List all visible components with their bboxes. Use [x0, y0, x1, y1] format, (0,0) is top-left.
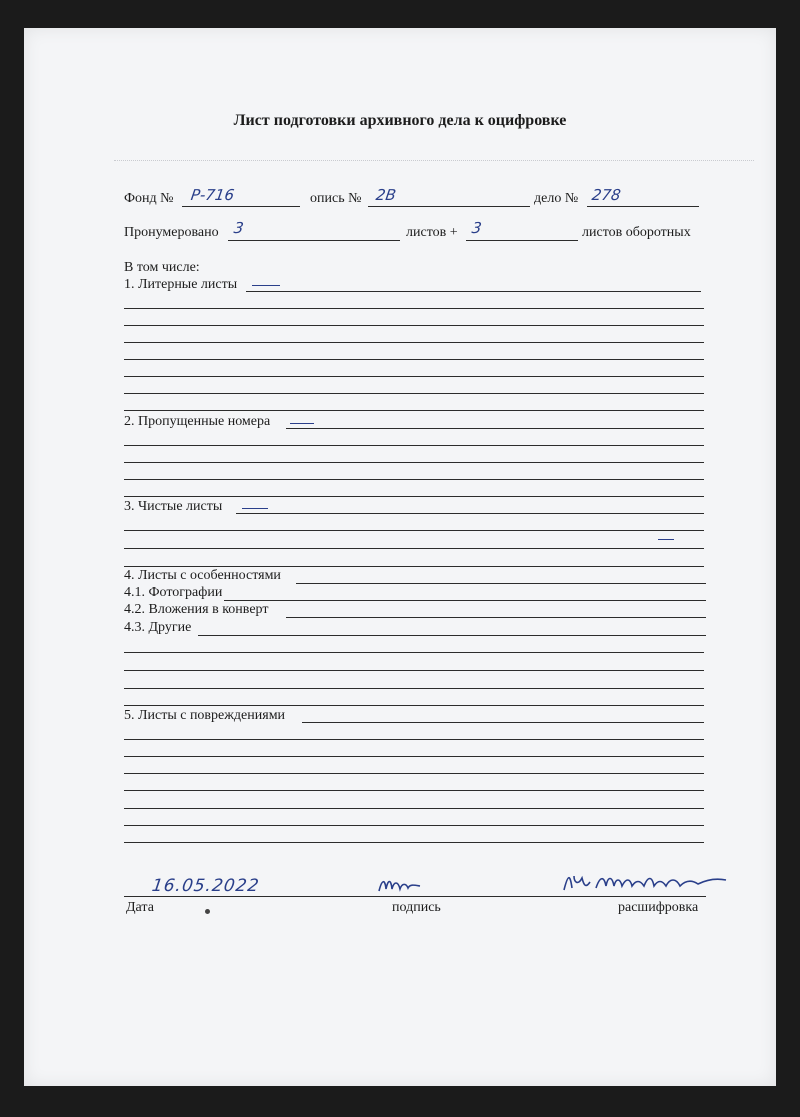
- section-2-dash-mark: [290, 423, 314, 424]
- fond-label: Фонд №: [124, 191, 174, 206]
- section-1-line: [124, 376, 704, 377]
- section-5-line: [124, 790, 704, 791]
- section-4-line: [296, 583, 706, 584]
- section-1-line: [124, 359, 704, 360]
- opis-value: 2В: [374, 186, 398, 204]
- section-5-line: [124, 756, 704, 757]
- signature-label: подпись: [392, 900, 441, 915]
- opis-label: опись №: [310, 191, 362, 206]
- section-3-label: 3. Чистые листы: [124, 499, 223, 514]
- date-value: 16.05.2022: [150, 876, 261, 896]
- section-4-1-line: [224, 600, 706, 601]
- section-2-line: [124, 462, 704, 463]
- section-4-3-line: [124, 670, 704, 671]
- scan-dot: [205, 909, 210, 914]
- section-5-line: [124, 842, 704, 843]
- oborot-field-line: [466, 240, 578, 241]
- section-1-line: [124, 325, 704, 326]
- oborot-label: листов оборотных: [582, 225, 691, 240]
- section-3-line: [236, 513, 704, 514]
- signature-row-line: [124, 896, 706, 897]
- section-5-line: [124, 739, 704, 740]
- delo-value: 278: [590, 186, 622, 204]
- archive-form-page: [24, 28, 776, 1086]
- section-5-label: 5. Листы с повреждениями: [124, 708, 286, 723]
- pronum-label: Пронумеровано: [124, 225, 219, 240]
- decode-label: расшифровка: [618, 900, 699, 915]
- section-4-3-line: [198, 635, 706, 636]
- fond-value: Р-716: [189, 186, 236, 204]
- section-4-3-label: 4.3. Другие: [124, 620, 192, 635]
- section-1-dash-mark: [252, 285, 280, 286]
- section-3-line: [124, 566, 704, 567]
- section-4-3-line: [124, 705, 704, 706]
- form-title: Лист подготовки архивного дела к оцифровке: [233, 112, 567, 129]
- date-label: Дата: [126, 900, 154, 915]
- signature-mark: [376, 873, 424, 895]
- section-4-2-line: [286, 617, 706, 618]
- section-1-line: [124, 393, 704, 394]
- section-3-line: [124, 530, 704, 531]
- section-2-line: [124, 479, 704, 480]
- oborot-value: 3: [470, 219, 483, 237]
- section-3-dash-mark: [242, 508, 268, 509]
- section-3-dash-mark: [658, 539, 674, 540]
- opis-field-line: [368, 206, 530, 207]
- pronum-field-line: [228, 240, 400, 241]
- section-2-label: 2. Пропущенные номера: [124, 414, 271, 429]
- scan-artifact: [114, 160, 754, 161]
- section-2-line: [124, 496, 704, 497]
- signature-decode-mark: [560, 868, 732, 896]
- section-5-line: [124, 773, 704, 774]
- section-5-line: [124, 825, 704, 826]
- section-1-line: [124, 410, 704, 411]
- fond-field-line: [182, 206, 300, 207]
- pronum-value: 3: [232, 219, 245, 237]
- section-4-3-line: [124, 652, 704, 653]
- section-5-line: [124, 808, 704, 809]
- section-4-2-label: 4.2. Вложения в конверт: [124, 602, 269, 617]
- section-4-label: 4. Листы с особенностями: [124, 568, 281, 583]
- section-1-label: 1. Литерные листы: [124, 277, 238, 292]
- delo-label: дело №: [534, 191, 579, 206]
- section-3-line: [124, 548, 704, 549]
- section-2-line: [286, 428, 704, 429]
- section-5-line: [302, 722, 704, 723]
- delo-field-line: [587, 206, 699, 207]
- section-1-line: [124, 342, 704, 343]
- section-4-3-line: [124, 688, 704, 689]
- listov-label: листов +: [406, 225, 458, 240]
- section-2-line: [124, 445, 704, 446]
- v-tom-chisle-label: В том числе:: [124, 260, 200, 275]
- section-4-1-label: 4.1. Фотографии: [124, 585, 223, 600]
- section-1-line: [246, 291, 701, 292]
- section-1-line: [124, 308, 704, 309]
